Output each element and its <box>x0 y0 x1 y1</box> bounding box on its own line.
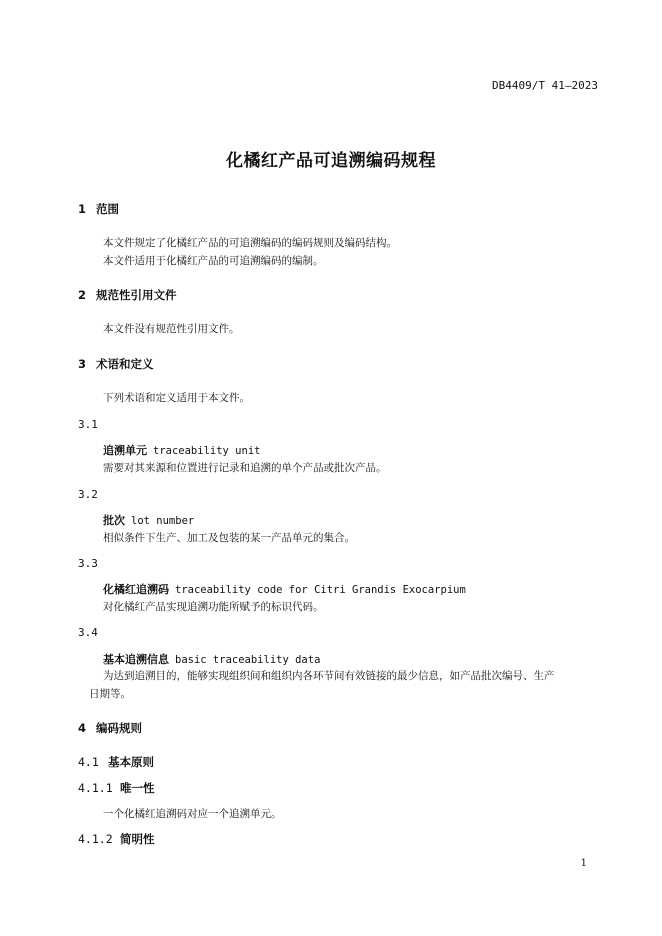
section-2-paragraph-1: 本文件没有规范性引用文件。 <box>103 323 240 335</box>
section-4-heading <box>78 720 142 736</box>
term-chinese: 批次 <box>103 514 125 527</box>
term-3-2-heading <box>103 512 194 528</box>
subsection-title: 唯一性 <box>120 781 155 795</box>
term-3-4-heading <box>103 651 320 667</box>
term-english: basic traceability data <box>175 654 321 666</box>
term-chinese: 化橘红追溯码 <box>103 583 169 596</box>
term-3-4-definition-line-1: 为达到追溯目的，能够实现组织间和组织内各环节间有效链接的最少信息，如产品批次编号、生产 <box>103 670 555 682</box>
subsection-4-1-1-heading <box>78 780 155 796</box>
term-english: traceability code for Citri Grandis Exocarpium <box>175 584 466 596</box>
document-title: 化橘红产品可追溯编码规程 <box>226 151 436 171</box>
section-3-heading <box>78 356 154 372</box>
section-1-heading <box>78 201 119 217</box>
subsection-title: 基本原则 <box>108 755 154 769</box>
term-3-4-number: 3.4 <box>78 626 98 639</box>
term-3-1-definition: 需要对其来源和位置进行记录和追溯的单个产品或批次产品。 <box>103 462 387 474</box>
subsection-title: 简明性 <box>120 832 155 846</box>
subsection-number: 4.1.1 <box>78 781 113 795</box>
term-3-3-definition: 对化橘红产品实现追溯功能所赋予的标识代码。 <box>103 601 324 613</box>
section-title: 术语和定义 <box>96 357 154 371</box>
section-1-paragraph-2: 本文件适用于化橘红产品的可追溯编码的编制。 <box>103 255 324 267</box>
term-3-1-number: 3.1 <box>78 418 98 431</box>
section-number: 3 <box>78 357 87 371</box>
term-chinese: 追溯单元 <box>103 444 147 457</box>
section-number: 2 <box>78 288 87 302</box>
subsection-number: 4.1.2 <box>78 832 113 846</box>
subsection-4-1-1-paragraph: 一个化橘红追溯码对应一个追溯单元。 <box>103 808 282 820</box>
term-3-2-number: 3.2 <box>78 488 98 501</box>
section-2-heading <box>78 287 177 303</box>
section-number: 1 <box>78 202 87 216</box>
term-3-1-heading <box>103 442 260 458</box>
standard-code: DB4409/T 41—2023 <box>492 79 598 92</box>
section-title: 范围 <box>96 202 119 216</box>
term-3-4-definition-line-2: 日期等。 <box>89 688 131 700</box>
page-number: 1 <box>580 858 587 869</box>
subsection-4-1-2-heading <box>78 831 155 847</box>
section-3-paragraph-1: 下列术语和定义适用于本文件。 <box>103 392 250 404</box>
term-english: lot number <box>131 515 195 527</box>
subsection-4-1-heading <box>78 754 154 770</box>
section-title: 规范性引用文件 <box>96 288 177 302</box>
section-number: 4 <box>78 721 87 735</box>
term-3-3-number: 3.3 <box>78 557 98 570</box>
section-title: 编码规则 <box>96 721 142 735</box>
term-chinese: 基本追溯信息 <box>103 653 169 666</box>
term-english: traceability unit <box>153 445 261 457</box>
subsection-number: 4.1 <box>78 755 99 769</box>
section-1-paragraph-1: 本文件规定了化橘红产品的可追溯编码的编码规则及编码结构。 <box>103 237 397 249</box>
term-3-3-heading <box>103 581 466 597</box>
term-3-2-definition: 相似条件下生产、加工及包装的某一产品单元的集合。 <box>103 532 355 544</box>
